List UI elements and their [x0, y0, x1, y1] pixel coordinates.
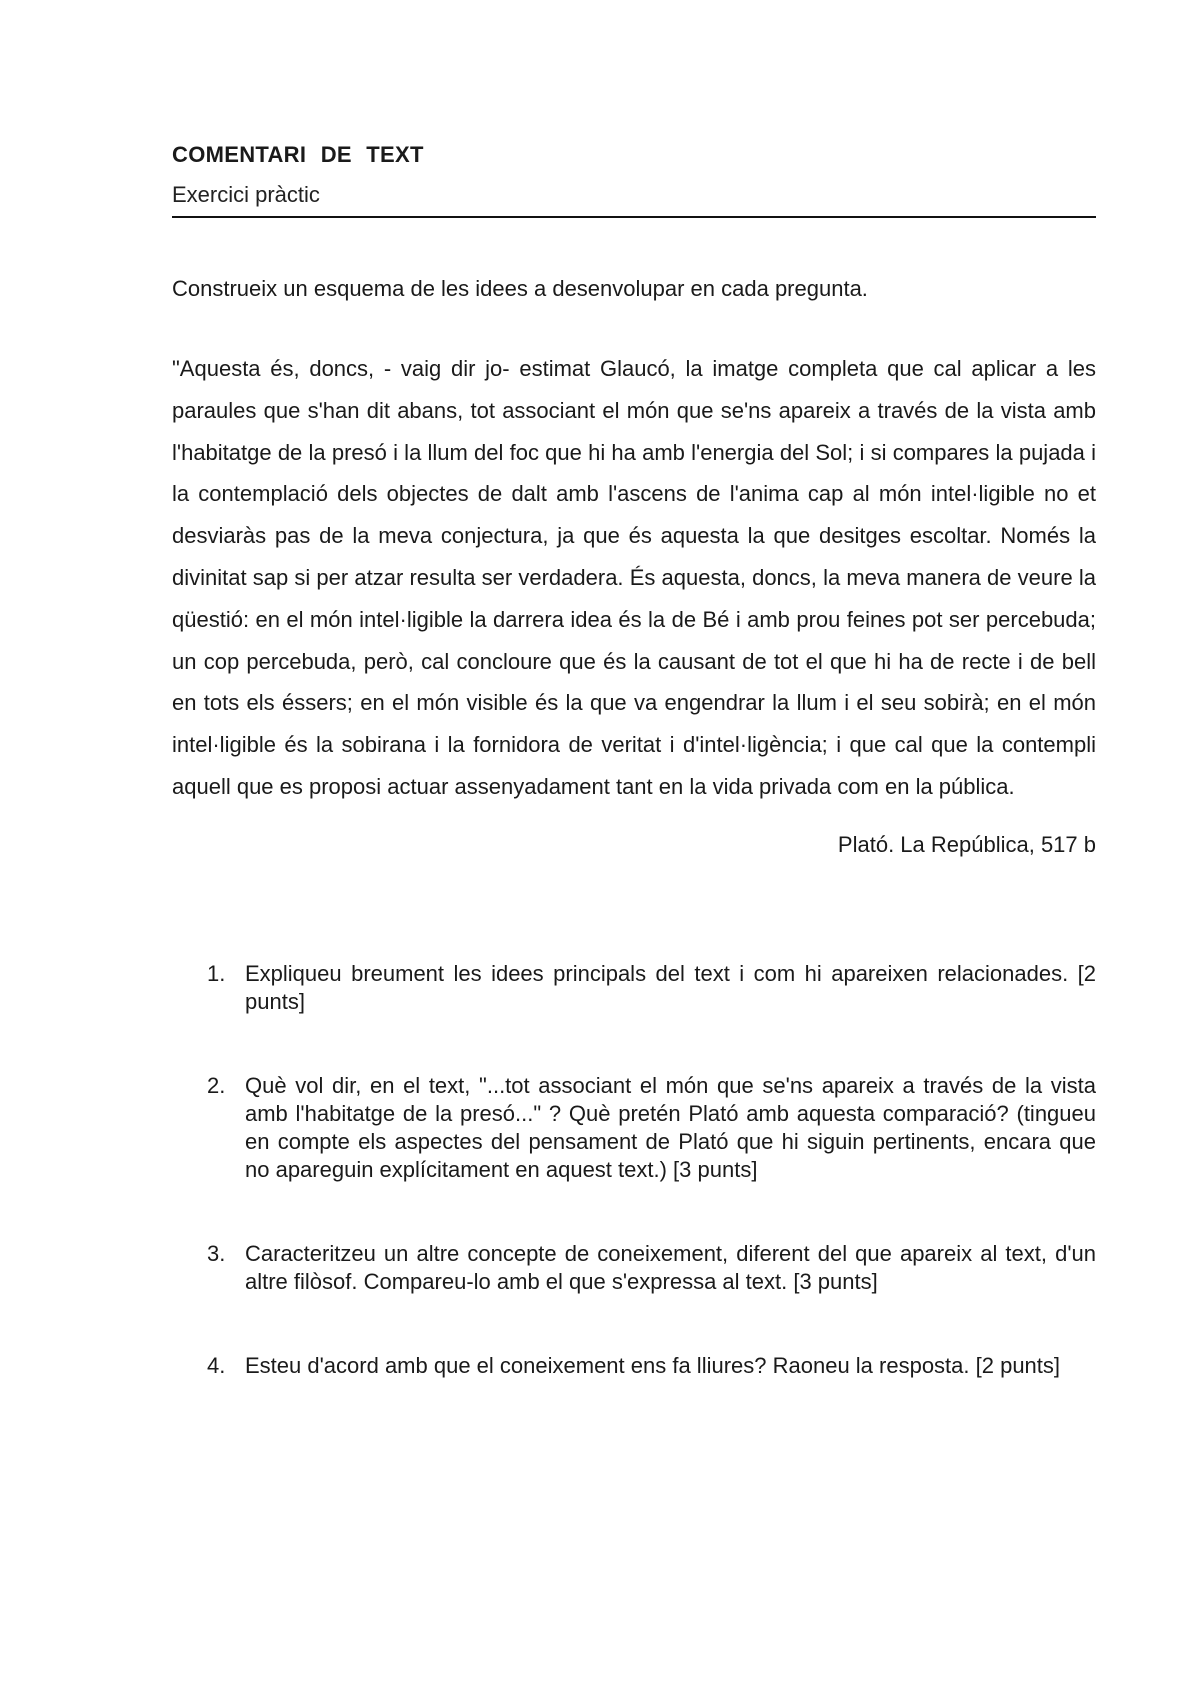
document-page	[172, 140, 1096, 1380]
question-text: Esteu d'acord amb que el coneixement ens fa lliures? Raoneu la resposta. [2 punts]	[245, 1352, 1061, 1378]
document-subtitle: Exercici pràctic	[172, 182, 320, 207]
instruction-text: Construeix un esquema de les idees a desenvolupar en cada pregunta.	[172, 276, 868, 301]
header-divider	[172, 216, 1096, 218]
question-number: 1.	[207, 960, 226, 986]
question-item	[172, 1240, 1096, 1296]
document-title: COMENTARI DE TEXT	[172, 142, 424, 167]
question-item	[172, 960, 1096, 1016]
quote-citation: Plató. La República, 517 b	[837, 831, 1096, 857]
question-item	[172, 1072, 1096, 1184]
quote-text: "Aquesta és, doncs, - vaig dir jo- estimat Glaucó, la imatge completa que cal aplicar a les paraules que s'han dit abans, tot associant el món que se'ns apareix a través de la vista amb l'habitatge de la presó i la llum del foc que hi ha amb l'energia del Sol; i si compares la pujada i la contemplació dels objectes de dalt amb l'ascens de l'anima cap al món intel·ligible no et desviaràs pas de la meva conjectura, ja que és aquesta la que desitges escoltar. Només la divinitat sap si per atzar resulta ser verdadera. És aquesta, doncs, la meva manera de veure la qüestió: en el món intel·ligible la darrera idea és la de Bé i amb prou feines pot ser percebuda; un cop percebuda, però, cal concloure que és la causant de tot el que hi ha de recte i de bell en tots els éssers; en el món visible és la que va engendrar la llum i el seu sobirà; en el món intel·ligible és la sobirana i la fornidora de veritat i d'intel·ligència; i que cal que la contempli aquell que es proposi actuar assenyadament tant en la vida privada com en la pública.	[172, 356, 1096, 799]
question-item	[172, 1352, 1096, 1380]
question-text: Què vol dir, en el text, "...tot associant el món que se'ns apareix a través de la vista amb l'habitatge de la presó..." ? Què pretén Plató amb aquesta comparació? (tingueu en compte els aspectes del pensament de Plató que hi siguin pertinents, encara que no apareguin explícitament en aquest text.) [3 punts]	[245, 1072, 1096, 1182]
question-number: 2.	[207, 1072, 226, 1098]
question-number: 4.	[207, 1352, 226, 1378]
question-text: Caracteritzeu un altre concepte de coneixement, diferent del que apareix al text, d'un altre filòsof. Compareu-lo amb el que s'expressa al text. [3 punts]	[245, 1240, 1096, 1294]
question-number: 3.	[207, 1240, 226, 1266]
question-text: Expliqueu breument les idees principals del text i com hi apareixen relacionades. [2 punts]	[245, 960, 1096, 1014]
questions-list	[172, 960, 1096, 1380]
